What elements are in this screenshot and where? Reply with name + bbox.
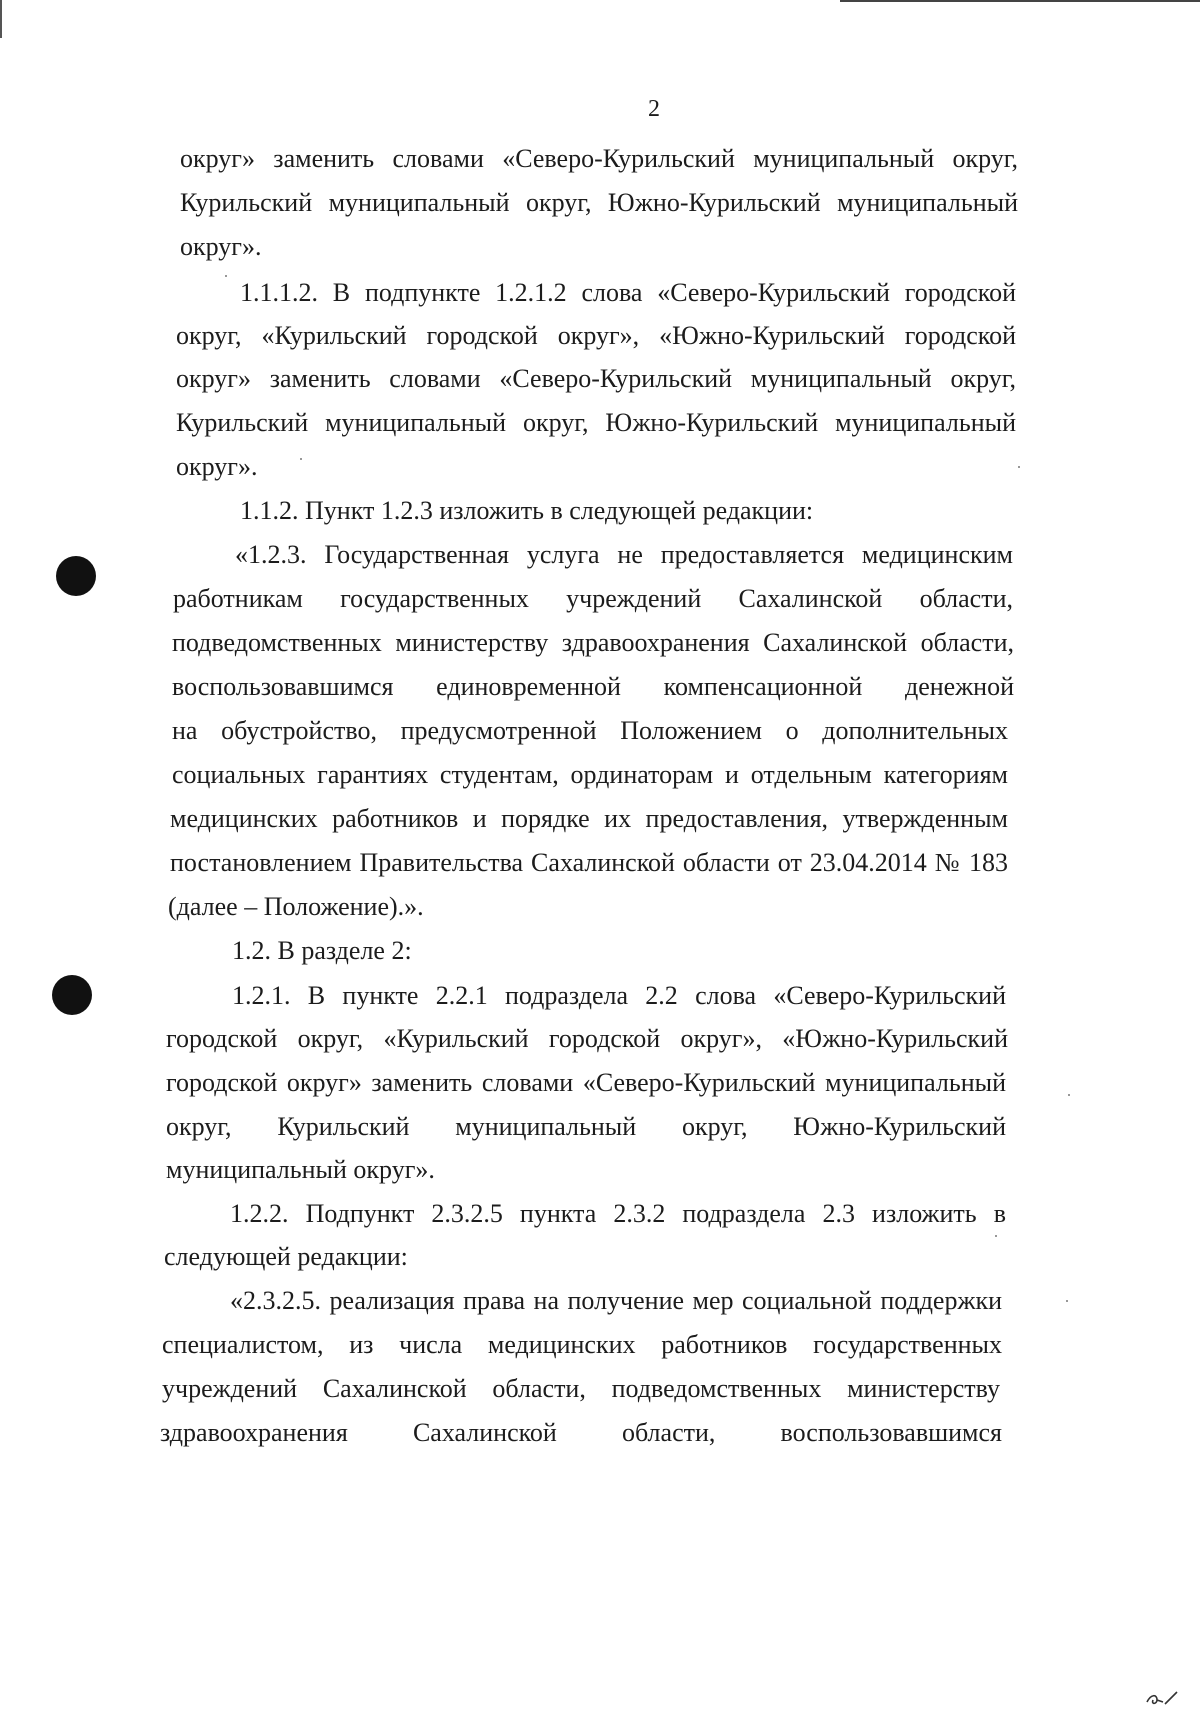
text-line: «1.2.3. Государственная услуга не предоставляется медицинским [235,540,1013,569]
scan-speck [225,275,227,277]
initials-signature [1143,1688,1183,1708]
text-line: округ» заменить словами «Северо-Курильский муниципальный округ, [180,144,1018,173]
scan-top-rule [840,0,1200,2]
scan-left-mark [0,0,2,38]
text-line: 1.2.1. В пункте 2.2.1 подраздела 2.2 слова «Северо-Курильский [232,981,1006,1010]
scan-speck [300,458,302,460]
text-line: округ, Курильский муниципальный округ, Южно-Курильский [166,1112,1006,1141]
text-line: 1.1.1.2. В подпункте 1.2.1.2 слова «Северо-Курильский городской [240,278,1016,307]
punch-hole-top [56,556,96,596]
text-line: «2.3.2.5. реализация права на получение мер социальной поддержки [230,1286,1002,1315]
text-line: следующей редакции: [164,1242,408,1271]
text-line: работникам государственных учреждений Сахалинской области, [173,584,1013,613]
text-line: социальных гарантиях студентам, ординаторам и отдельным категориям [172,760,1008,789]
text-line: городской округ, «Курильский городской округ», «Южно-Курильский [166,1024,1008,1053]
text-line: (далее – Положение).». [168,892,424,921]
text-line: 1.2.2. Подпункт 2.3.2.5 пункта 2.3.2 подраздела 2.3 изложить в [230,1199,1006,1228]
scan-speck [995,1235,997,1237]
text-line: здравоохранения Сахалинской области, воспользовавшимся [160,1418,1002,1447]
text-line: на обустройство, предусмотренной Положением о дополнительных [172,716,1008,745]
text-line: медицинских работников и порядке их предоставления, утвержденным [170,804,1008,833]
text-line: городской округ» заменить словами «Северо-Курильский муниципальный [166,1068,1006,1097]
text-line: округ» заменить словами «Северо-Курильский муниципальный округ, [176,364,1016,393]
scan-speck [1066,1300,1068,1302]
scan-speck [1068,1094,1070,1096]
text-line: постановлением Правительства Сахалинской области от 23.04.2014 № 183 [170,848,1008,877]
text-line: округ». [180,232,262,261]
scan-speck [1018,466,1020,468]
text-line: 1.1.2. Пункт 1.2.3 изложить в следующей редакции: [240,496,814,525]
text-line: 1.2. В разделе 2: [232,936,412,965]
text-line: округ, «Курильский городской округ», «Южно-Курильский городской [176,321,1016,350]
text-line: Курильский муниципальный округ, Южно-Курильский муниципальный [180,188,1018,217]
handwritten-initials [1143,1688,1183,1714]
text-line: специалистом, из числа медицинских работников государственных [162,1330,1002,1359]
punch-hole-bottom [52,975,92,1015]
text-line: Курильский муниципальный округ, Южно-Курильский муниципальный [176,408,1016,437]
text-line: округ». [176,452,258,481]
text-line: воспользовавшимся единовременной компенсационной денежной [172,672,1014,701]
page-number: 2 [648,96,660,122]
text-line: муниципальный округ». [166,1155,435,1184]
text-line: подведомственных министерству здравоохранения Сахалинской области, [172,628,1014,657]
text-line: учреждений Сахалинской области, подведомственных министерству [162,1374,1000,1403]
